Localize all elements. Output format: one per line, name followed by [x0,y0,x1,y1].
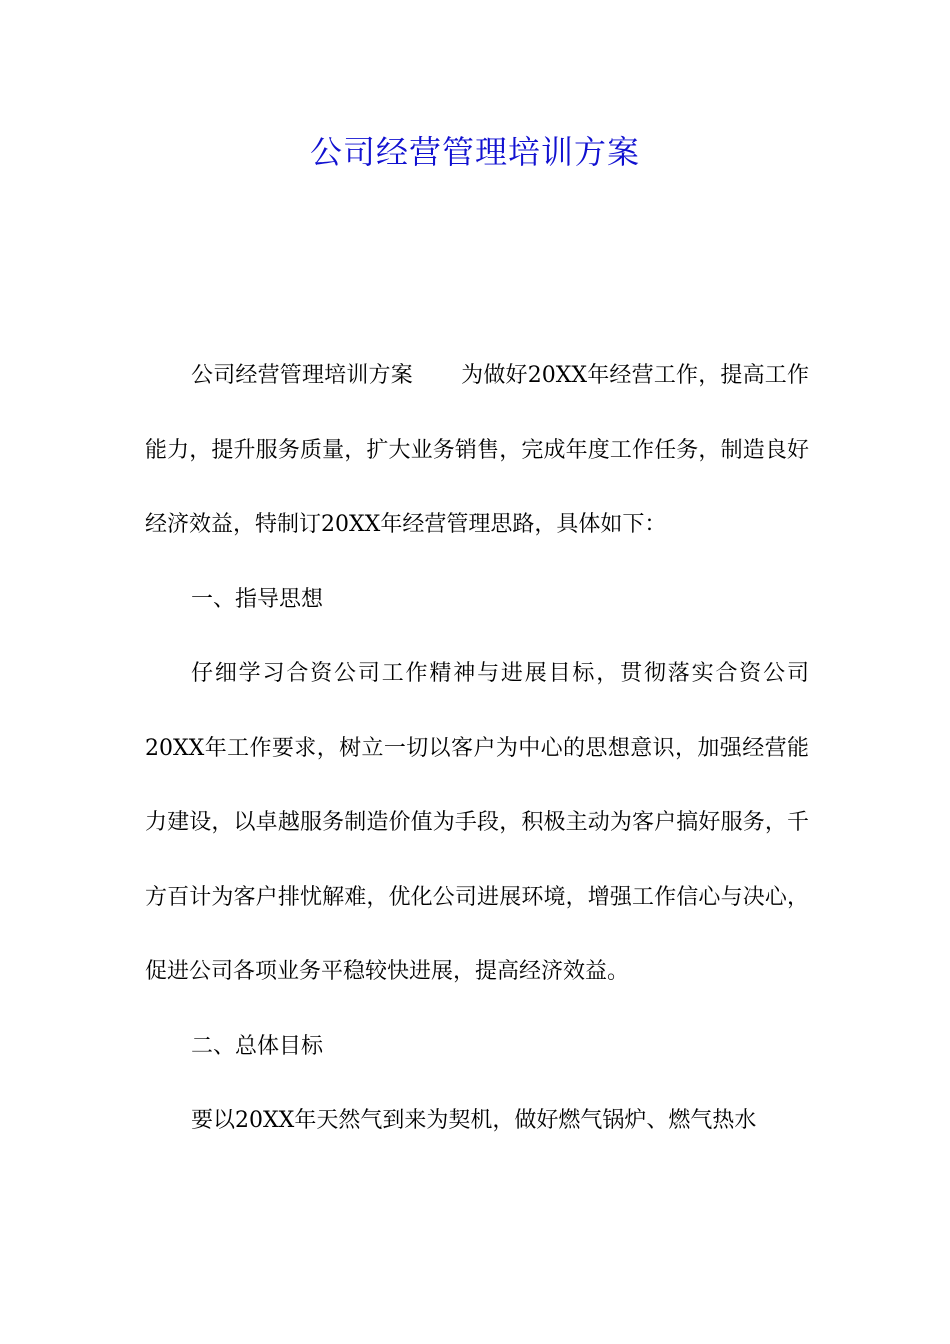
intro-paragraph [145,339,809,563]
section2-paragraph: 要以20XX年天然气到来为契机，做好燃气锅炉、燃气热水 [191,1108,757,1133]
section1-heading: 一、指导思想 [191,586,324,612]
intro-body: 为做好20XX年经营工作，提高工作能力，提升服务质量，扩大业务销售，完成年度工作任务，制造良好经济效益，特制订20XX年经营管理思路，具体如下： [145,363,809,537]
intro-lead: 公司经营管理培训方案 [191,363,413,388]
document-title: 公司经营管理培训方案 [309,133,640,171]
section1-paragraph: 仔细学习合资公司工作精神与进展目标，贯彻落实合资公司20XX年工作要求，树立一切以客户为中心的思想意识，加强经营能力建设，以卓越服务制造价值为手段，积极主动为客户搞好服务，千方百计为客户排忧解难，优化公司进展环境，增强工作信心与决心，促进公司各项业务平稳较快进展，提高经济效益。 [145,661,809,984]
document-body [145,339,809,1159]
section2-heading: 二、总体目标 [191,1033,324,1059]
